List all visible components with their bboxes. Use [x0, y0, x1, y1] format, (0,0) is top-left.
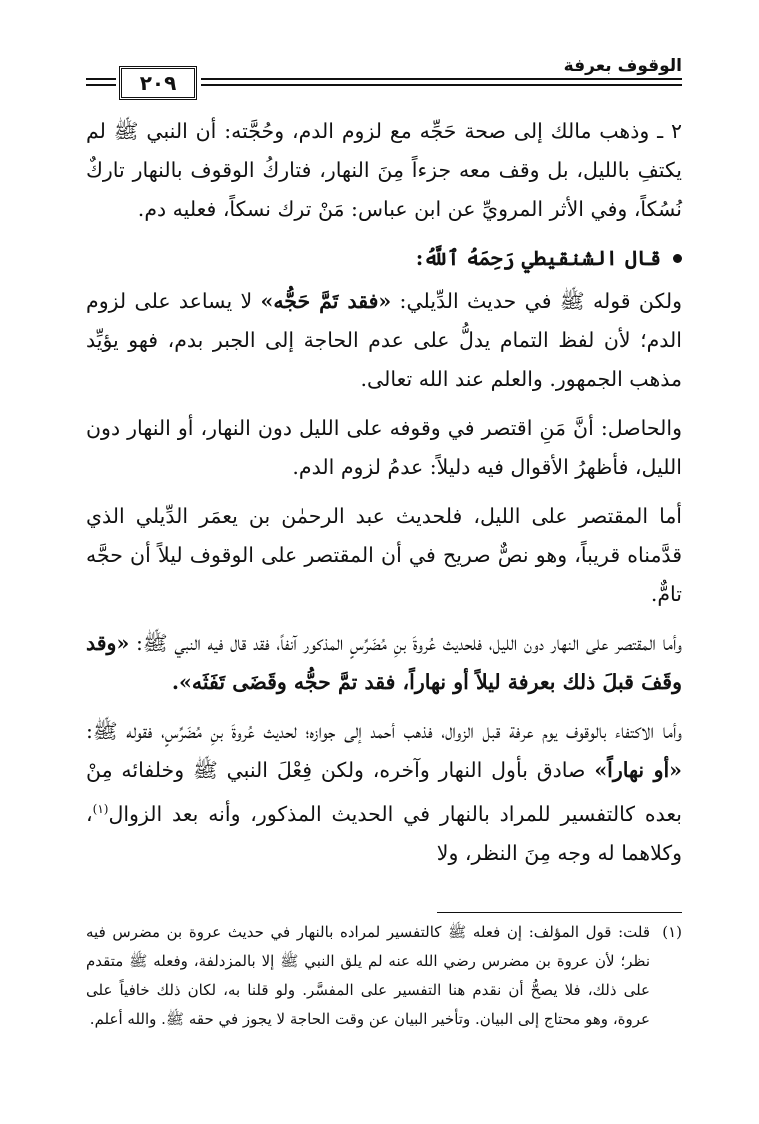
paragraph-night: أما المقتصر على الليل، فلحديث عبد الرحمٰن بن يعمَر الدِّيلي الذي قدَّمناه قريباً، وهو نصٌّ صريح في أن المقتصر على الوقوف ليلاً أن حجَّه تامٌّ. [86, 504, 682, 606]
heading-text: قال الشنقيطي رَحِمَهُ ٱللَّهُ: [415, 246, 661, 270]
page-number: ٢٠٩ [119, 66, 197, 100]
header-rule [201, 84, 682, 86]
paragraph-dili [86, 282, 682, 399]
hadith-quote: «وقد وقَفَ قبلَ ذلك بعرفة ليلاً أو نهاراً، فقد تمَّ حجُّه وقَضَى تَفَثَه». [86, 631, 682, 694]
section-heading [86, 239, 682, 278]
footnote-item [86, 918, 682, 1034]
text-run: ولكن قوله ﷺ في حديث الدِّيلي: [391, 289, 682, 313]
page-header [86, 56, 682, 104]
text-run: صادق بأول النهار وآخره، ولكن فِعْلَ النبي ﷺ وخلفائه مِنْ بعده كالتفسير للمراد بالنهار في الحديث المذكور، وأنه بعد الزوال [86, 758, 682, 826]
text-run: ، وكلاهما له وجه مِنَ النظر، ولا [86, 801, 682, 865]
header-rule [86, 84, 116, 86]
main-text [86, 112, 682, 873]
paragraph-before-zawal [86, 712, 682, 873]
footnotes [86, 918, 682, 1034]
hadith-quote: «فقد تَمَّ حَجُّه» [260, 289, 392, 313]
footnote-number: (١) [662, 923, 682, 941]
header-rule [86, 78, 116, 80]
footnote-text: قلت: قول المؤلف: إن فعله ﷺ كالتفسير لمراده بالنهار في حديث عروة بن مضرس فيه نظر؛ لأن عروة بن مضرس رضي الله عنه لم يلق النبي ﷺ إلا بالمزدلفة، وفعله ﷺ متقدم على ذلك، فلا يصحُّ أن نقدم هنا التفسير على المفسَّر. ولو قلنا به، لكان ذلك خافياً على عروة، وهو محتاج إلى البيان. وتأخير البيان عن وقت الحاجة لا يجوز في حقه ﷺ. والله أعلم. [86, 923, 650, 1028]
text-run: وأما الاكتفاء بالوقوف يوم عرفة قبل الزوال، فذهب أحمد إلى جوازه؛ لحديث عُروةَ بنِ مُضَرِّسٍ، فقوله ﷺ: [86, 719, 682, 743]
bullet-icon [673, 254, 682, 263]
paragraph-day [86, 624, 682, 702]
text-run: لا يساعد على لزوم الدم؛ لأن لفظ التمام يدلُّ على عدم الحاجة إلى الجبر بدم، فهو يؤيِّد مذهب الجمهور. والعلم عند الله تعالى. [86, 289, 682, 391]
paragraph-malik: ٢ ـ وذهب مالك إلى صحة حَجِّه مع لزوم الدم، وحُجَّته: أن النبي ﷺ لم يكتفِ بالليل، بل وقف معه جزءاً مِنَ النهار، فتاركُ الوقوف بالنهار تاركٌ نُسُكاً، وفي الأثر المرويِّ عن ابن عباس: مَنْ ترك نسكاً، فعليه دم. [86, 119, 682, 221]
paragraph-conclusion: والحاصل: أنَّ مَنِ اقتصر في وقوفه على الليل دون النهار، أو النهار دون الليل، فأظهرُ الأقوال فيه دليلاً: عدمُ لزوم الدم. [86, 416, 682, 479]
footnote-separator [437, 912, 682, 913]
text-run: وأما المقتصر على النهار دون الليل، فلحديث عُروةَ بنِ مُضَرِّسٍ المذكور آنفاً، فقد قال فيه النبي ﷺ: [129, 631, 682, 655]
running-title: الوقوف بعرفة [556, 56, 682, 76]
footnote-reference[interactable]: (١) [92, 802, 109, 816]
hadith-quote: «أو نهاراً» [594, 758, 682, 782]
header-rule [201, 78, 682, 80]
